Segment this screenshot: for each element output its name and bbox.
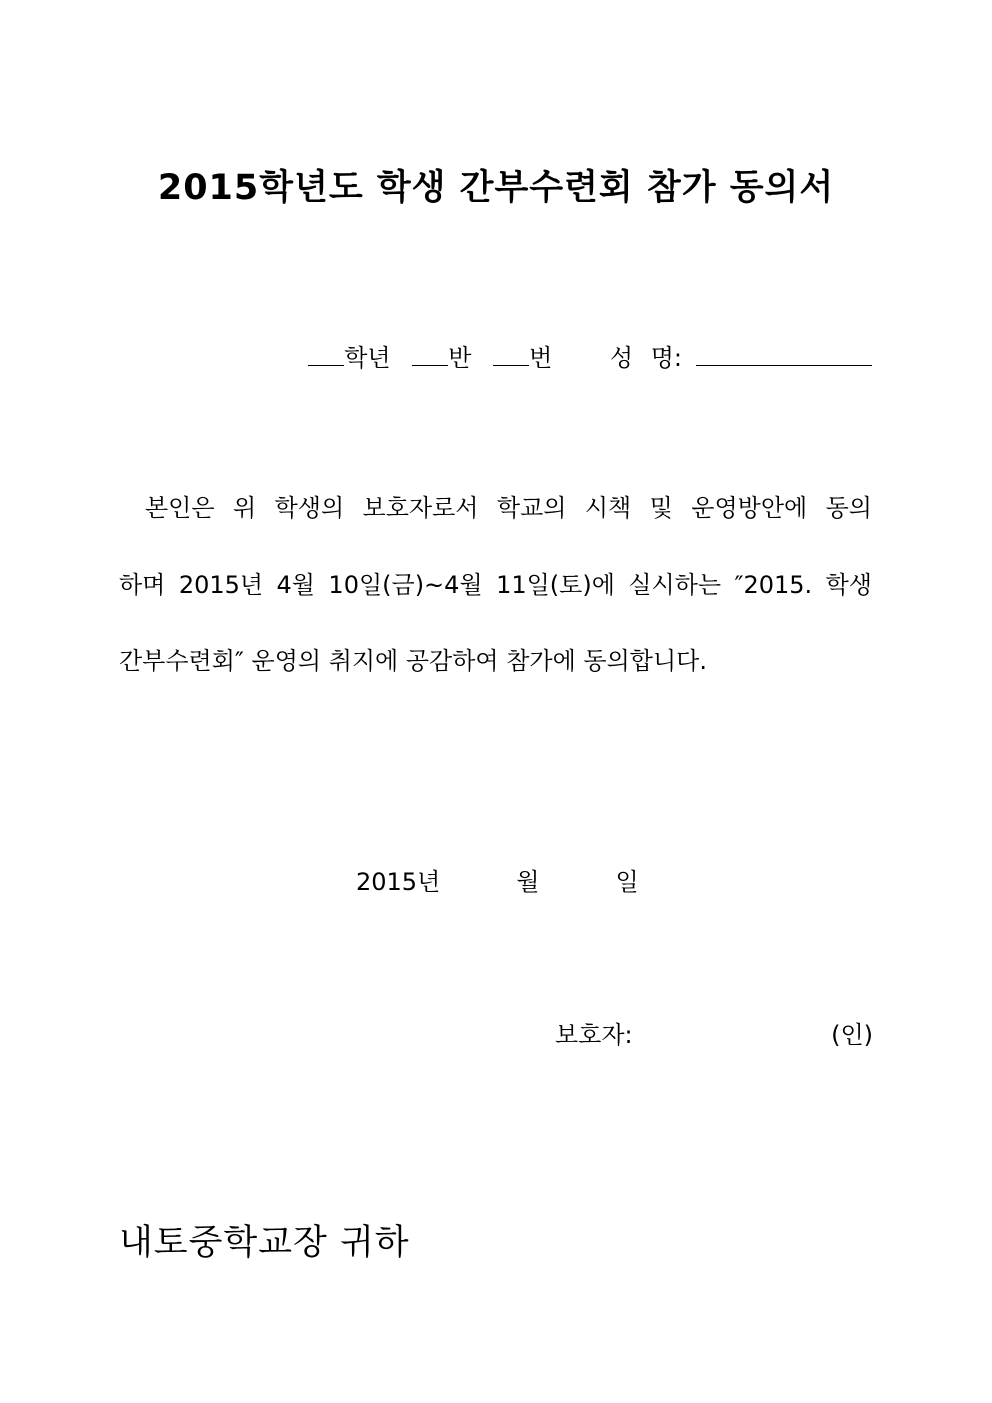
guardian-line	[555, 1015, 873, 1050]
name-label: 성 명:	[609, 344, 682, 372]
name-blank[interactable]	[696, 364, 872, 366]
document-title: 2015학년도 학생 간부수련회 참가 동의서	[157, 168, 835, 208]
guardian-label: 보호자:	[555, 1021, 633, 1049]
class-blank[interactable]	[412, 364, 448, 366]
grade-label: 학년	[344, 344, 391, 372]
class-label: 반	[448, 344, 472, 372]
date-year: 2015년	[356, 868, 441, 896]
body-line-2: 하며 2015년 4월 10일(금)~4월 11일(토)에 실시하는 ″2015. 학생	[119, 571, 872, 599]
date-month: 월	[516, 868, 540, 896]
student-info-line	[308, 338, 872, 373]
date-day: 일	[615, 868, 639, 896]
number-blank[interactable]	[493, 364, 529, 366]
addressee: 내토중학교장 귀하	[119, 1223, 410, 1263]
grade-blank[interactable]	[308, 364, 344, 366]
guardian-seal: (인)	[831, 1021, 873, 1049]
date-line	[356, 862, 639, 897]
number-label: 번	[529, 344, 553, 372]
body-line-3: 간부수련회″ 운영의 취지에 공감하여 참가에 동의합니다.	[119, 647, 707, 675]
body-line-1: 본인은 위 학생의 보호자로서 학교의 시책 및 운영방안에 동의	[145, 494, 872, 522]
